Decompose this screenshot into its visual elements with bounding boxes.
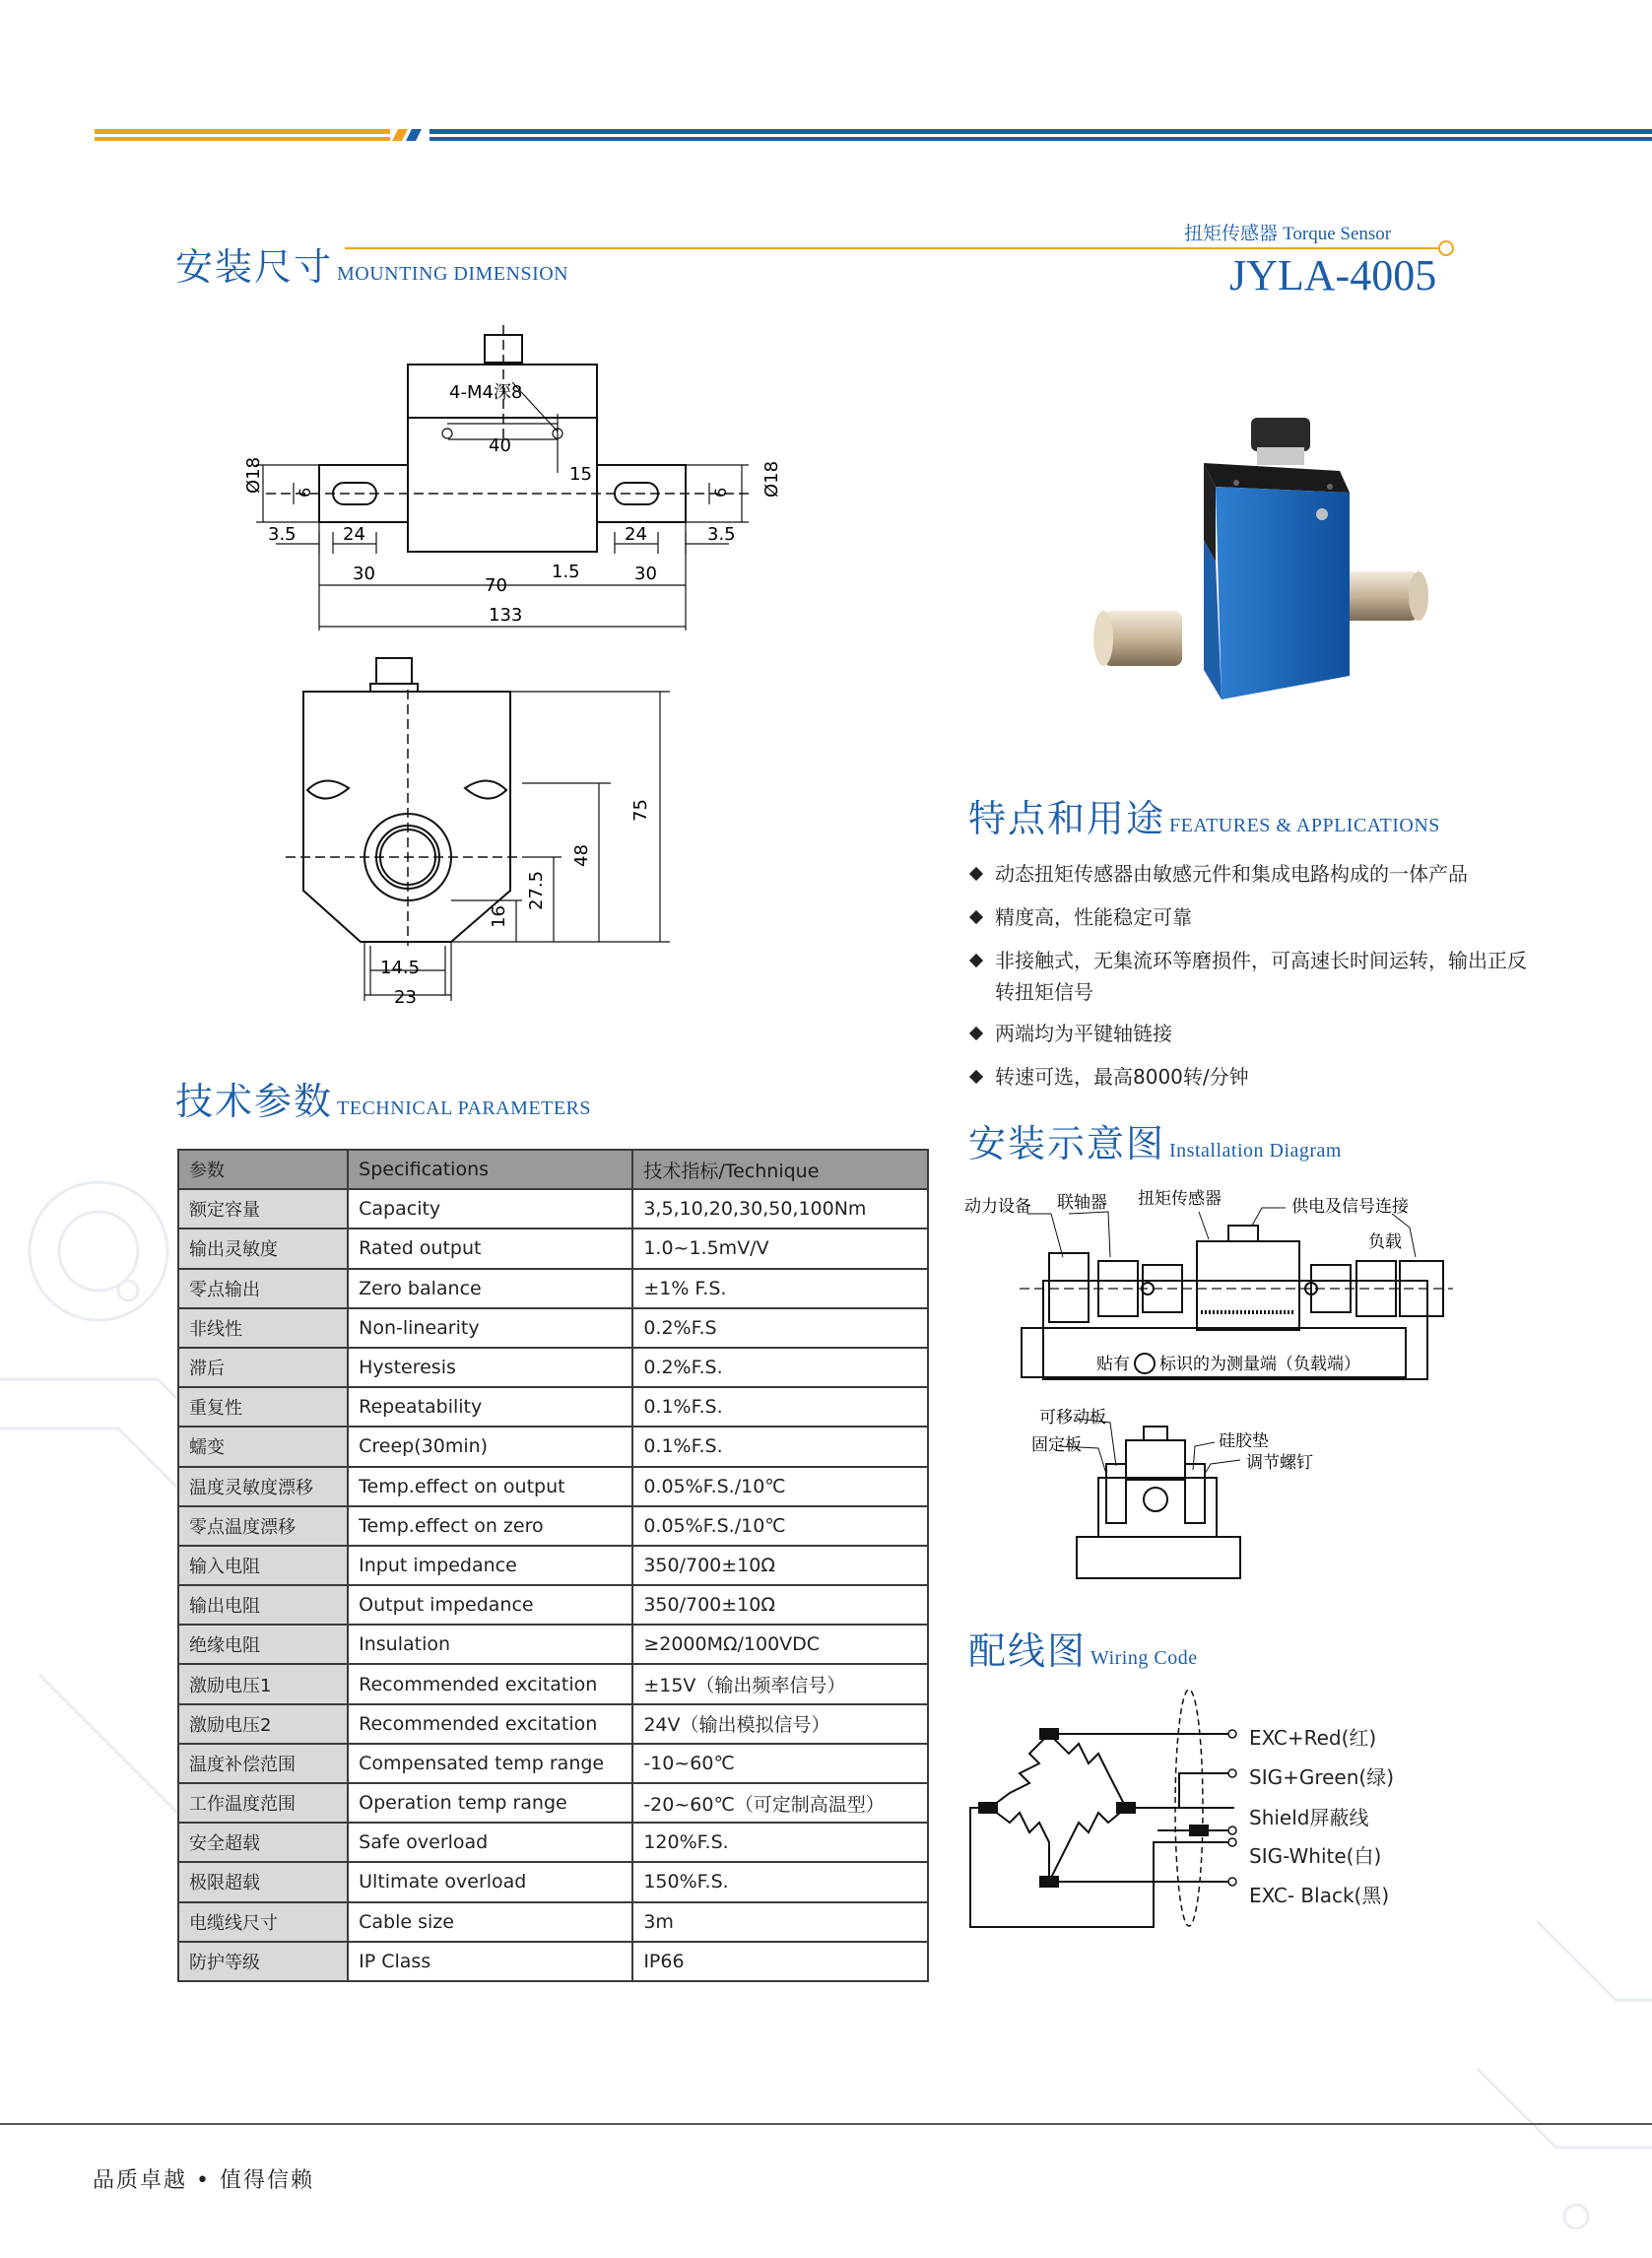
param-value: 0.1%F.S. [632, 1387, 928, 1427]
table-row [178, 1862, 928, 1901]
param-name-cn: 工作温度范围 [178, 1783, 348, 1823]
label-power-signal: 供电及信号连接 [1291, 1197, 1409, 1217]
dim-24-left: 24 [343, 524, 365, 545]
table-row [178, 1308, 928, 1348]
feature-item: 动态扭矩传感器由敏感元件和集成电路构成的一体产品 [971, 858, 1527, 890]
dim-6-left: 6 [296, 487, 314, 498]
param-name-cn: 绝缘电阻 [178, 1625, 348, 1664]
dim-d18-left: Ø18 [243, 456, 264, 494]
technical-parameters-title [175, 1071, 591, 1125]
dim-3-5-right: 3.5 [707, 524, 736, 545]
footer-slogan: 品质卓越 • 值得信赖 [93, 2168, 314, 2193]
product-photo [1093, 404, 1517, 719]
table-row [178, 1387, 928, 1427]
label-rubber-pad: 硅胶垫 [1219, 1431, 1269, 1451]
param-name-en: Recommended excitation [348, 1664, 632, 1703]
dim-40: 40 [489, 435, 511, 456]
dim-30-right: 30 [634, 564, 657, 584]
table-header-cell: 技术指标/Technique [632, 1150, 928, 1189]
wire-sig-minus: SIG-White(白) [1249, 1844, 1382, 1868]
mounting-title-en: MOUNTING DIMENSION [337, 263, 569, 285]
param-name-cn: 温度灵敏度漂移 [178, 1467, 348, 1506]
param-name-en: Temp.effect on output [348, 1467, 632, 1506]
dim-3-5-left: 3.5 [268, 524, 297, 545]
dim-14-5: 14.5 [380, 958, 421, 978]
table-header-row [178, 1150, 928, 1189]
installation-title [968, 1113, 1342, 1167]
header-stripe [95, 126, 1652, 146]
param-name-cn: 安全超载 [178, 1823, 348, 1862]
product-cn: 扭矩传感器 [1184, 223, 1279, 244]
wire-exc-minus: EXC- Black(黑) [1249, 1884, 1390, 1907]
product-en: Torque Sensor [1283, 224, 1392, 244]
install-title-cn: 安装示意图 [968, 1122, 1166, 1165]
param-value: 0.2%F.S. [632, 1348, 928, 1387]
param-name-en: Ultimate overload [348, 1862, 632, 1901]
wire-sig-plus: SIG+Green(绿) [1249, 1765, 1395, 1789]
param-name-en: Safe overload [348, 1823, 632, 1862]
feature-item: 两端均为平键轴链接 [971, 1018, 1527, 1049]
param-name-cn: 温度补偿范围 [178, 1744, 348, 1783]
side-view-drawing [286, 650, 699, 1015]
param-name-en: Hysteresis [348, 1348, 632, 1387]
param-name-cn: 防护等级 [178, 1942, 348, 1981]
bullet-diamond-icon [969, 1070, 983, 1084]
param-value: 1.0~1.5mV/V [632, 1229, 928, 1268]
table-row [178, 1506, 928, 1546]
param-name-en: Compensated temp range [348, 1744, 632, 1783]
bullet-diamond-icon [969, 1027, 983, 1040]
front-view-drawing [217, 325, 788, 650]
wire-shield: Shield屏蔽线 [1249, 1806, 1369, 1829]
table-row [178, 1348, 928, 1387]
dim-27-5: 27.5 [526, 870, 547, 910]
dim-23: 23 [394, 987, 417, 1008]
features-title-en: FEATURES & APPLICATIONS [1169, 815, 1440, 836]
table-row [178, 1269, 928, 1308]
param-value: ≥2000MΩ/100VDC [632, 1625, 928, 1664]
feature-item: 转速可选，最高8000转/分钟 [971, 1061, 1527, 1093]
param-name-cn: 滞后 [178, 1348, 348, 1387]
wiring-diagram [960, 1685, 1256, 1941]
param-name-en: Repeatability [348, 1387, 632, 1427]
param-name-en: Creep(30min) [348, 1427, 632, 1466]
table-row [178, 1229, 928, 1268]
label-load: 负载 [1368, 1232, 1402, 1252]
param-name-en: Rated output [348, 1229, 632, 1268]
dim-75: 75 [630, 799, 651, 822]
param-name-cn: 额定容量 [178, 1189, 348, 1229]
param-value: 0.1%F.S. [632, 1427, 928, 1466]
param-value: ±1% F.S. [632, 1269, 928, 1308]
table-row [178, 1546, 928, 1585]
label-power-equipment: 动力设备 [964, 1197, 1031, 1217]
param-name-cn: 零点输出 [178, 1269, 348, 1308]
wiring-title [968, 1621, 1198, 1675]
wire-exc-plus: EXC+Red(红) [1249, 1726, 1377, 1750]
mounting-title-cn: 安装尺寸 [175, 245, 334, 289]
dim-24-right: 24 [625, 524, 647, 545]
param-name-cn: 输出电阻 [178, 1585, 348, 1625]
param-value: 3m [632, 1902, 928, 1942]
bullet-diamond-icon [969, 910, 983, 924]
param-name-cn: 输入电阻 [178, 1546, 348, 1585]
param-value: 0.05%F.S./10℃ [632, 1467, 928, 1506]
dim-15: 15 [569, 464, 592, 485]
param-name-en: Recommended excitation [348, 1704, 632, 1744]
footer-divider [0, 2123, 1652, 2125]
param-value: 120%F.S. [632, 1823, 928, 1862]
param-name-cn: 激励电压1 [178, 1664, 348, 1703]
front-note-label: 4-M4深8 [449, 382, 523, 403]
label-coupling: 联轴器 [1057, 1193, 1107, 1213]
label-mark-note: 标识的为测量端（负载端） [1159, 1355, 1360, 1374]
param-value: 0.2%F.S [632, 1308, 928, 1348]
wiring-title-cn: 配线图 [968, 1629, 1088, 1673]
installation-diagram [960, 1182, 1473, 1596]
param-value: 150%F.S. [632, 1862, 928, 1901]
table-row [178, 1744, 928, 1783]
param-name-cn: 输出灵敏度 [178, 1229, 348, 1268]
label-adjust-screw: 调节螺钉 [1246, 1453, 1313, 1473]
product-label [1184, 219, 1391, 245]
dim-30-left: 30 [353, 564, 375, 584]
param-name-cn: 电缆线尺寸 [178, 1902, 348, 1942]
table-row [178, 1902, 928, 1942]
table-row [178, 1823, 928, 1862]
param-value: ±15V（输出频率信号） [632, 1664, 928, 1703]
dim-16: 16 [489, 905, 509, 928]
dim-70: 70 [485, 575, 507, 596]
bullet-diamond-icon [969, 954, 983, 967]
param-name-cn: 激励电压2 [178, 1704, 348, 1744]
table-row [178, 1942, 928, 1981]
table-header-cell: 参数 [178, 1150, 348, 1189]
feature-item: 精度高，性能稳定可靠 [971, 901, 1527, 933]
param-name-en: Zero balance [348, 1269, 632, 1308]
label-torque-sensor: 扭矩传感器 [1138, 1189, 1222, 1209]
install-title-en: Installation Diagram [1169, 1140, 1342, 1162]
table-row [178, 1625, 928, 1664]
label-movable-plate: 可移动板 [1039, 1408, 1106, 1428]
param-name-en: Insulation [348, 1625, 632, 1664]
param-value: 24V（输出模拟信号） [632, 1704, 928, 1744]
features-title [968, 788, 1440, 842]
param-name-cn: 非线性 [178, 1308, 348, 1348]
wiring-title-en: Wiring Code [1090, 1647, 1198, 1669]
table-row [178, 1783, 928, 1823]
param-value: 3,5,10,20,30,50,100Nm [632, 1189, 928, 1229]
label-fixed-plate: 固定板 [1031, 1435, 1082, 1455]
bullet-diamond-icon [969, 867, 983, 881]
table-row [178, 1704, 928, 1744]
dim-48: 48 [571, 844, 592, 867]
dim-1-5: 1.5 [552, 562, 580, 582]
param-name-cn: 极限超载 [178, 1862, 348, 1901]
param-value: 350/700±10Ω [632, 1585, 928, 1625]
param-name-en: Operation temp range [348, 1783, 632, 1823]
param-value: 0.05%F.S./10℃ [632, 1506, 928, 1546]
param-name-cn: 零点温度漂移 [178, 1506, 348, 1546]
param-value: 350/700±10Ω [632, 1546, 928, 1585]
table-row [178, 1427, 928, 1466]
model-number: JYLA-4005 [1229, 251, 1437, 299]
features-title-cn: 特点和用途 [968, 797, 1166, 840]
param-name-en: Temp.effect on zero [348, 1506, 632, 1546]
dim-6-right: 6 [711, 487, 730, 498]
param-name-en: Non-linearity [348, 1308, 632, 1348]
table-row [178, 1585, 928, 1625]
param-value: -10~60℃ [632, 1744, 928, 1783]
dim-d18-right: Ø18 [761, 460, 782, 498]
param-value: -20~60℃（可定制高温型） [632, 1783, 928, 1823]
param-name-cn: 重复性 [178, 1387, 348, 1427]
param-name-cn: 蠕变 [178, 1427, 348, 1466]
param-value: IP66 [632, 1942, 928, 1981]
tech-title-en: TECHNICAL PARAMETERS [337, 1097, 592, 1119]
table-row [178, 1664, 928, 1703]
param-name-en: Cable size [348, 1902, 632, 1942]
table-header-cell: Specifications [348, 1150, 632, 1189]
param-name-en: IP Class [348, 1942, 632, 1981]
param-name-en: Output impedance [348, 1585, 632, 1625]
param-name-en: Capacity [348, 1189, 632, 1229]
table-row [178, 1189, 928, 1229]
param-name-en: Input impedance [348, 1546, 632, 1585]
feature-item: 非接触式，无集流环等磨损件，可高速长时间运转，输出正反转扭矩信号 [971, 945, 1527, 1008]
dim-133: 133 [489, 605, 523, 626]
table-row [178, 1467, 928, 1506]
label-mark-prefix: 贴有 [1096, 1355, 1130, 1374]
tech-title-cn: 技术参数 [175, 1080, 334, 1123]
parameters-table [177, 1149, 929, 1982]
